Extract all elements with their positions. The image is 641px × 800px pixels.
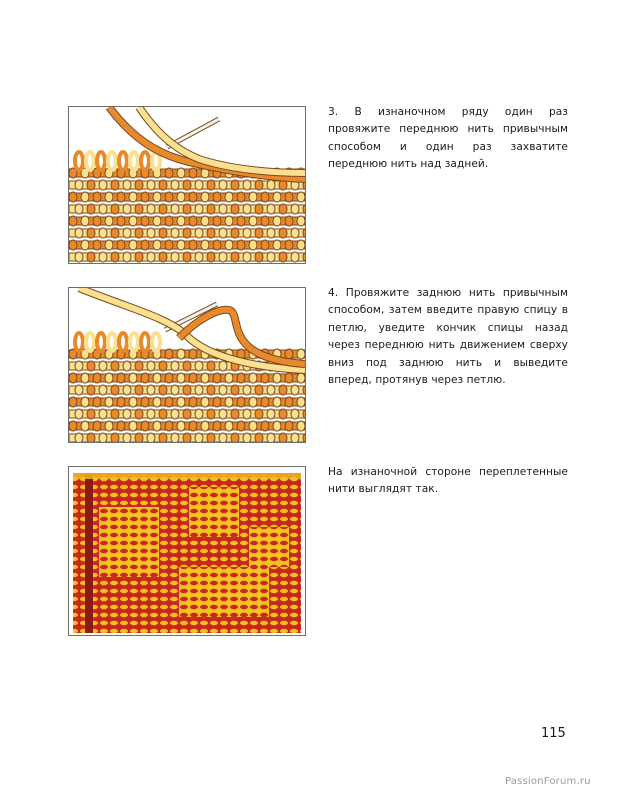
knitting-diagram-step-4-icon	[69, 288, 305, 442]
fabric-photo	[68, 466, 306, 636]
watermark: PassionForum.ru	[505, 776, 591, 787]
knitting-diagram-step-3-icon	[69, 107, 305, 263]
step-3-text: 3. В изнаночном ряду один раз провяжите переднюю нить привычным способом и один раз захватите переднюю нить над задней.	[328, 106, 568, 171]
page-number: 115	[541, 726, 566, 741]
step-4-illustration	[68, 287, 306, 443]
fabric-caption: На изнаночной стороне переплетенные нити выглядят так.	[328, 466, 568, 496]
step-3-illustration	[68, 106, 306, 264]
knitted-fabric-photo-icon	[69, 467, 305, 635]
step-4-text: 4. Провяжите заднюю нить привычным способом, затем введите правую спицу в петлю, уведите кончик спицы назад через переднюю нить движением сверху вниз под заднюю нить и выведите вперед, протянув через петлю.	[328, 287, 568, 387]
